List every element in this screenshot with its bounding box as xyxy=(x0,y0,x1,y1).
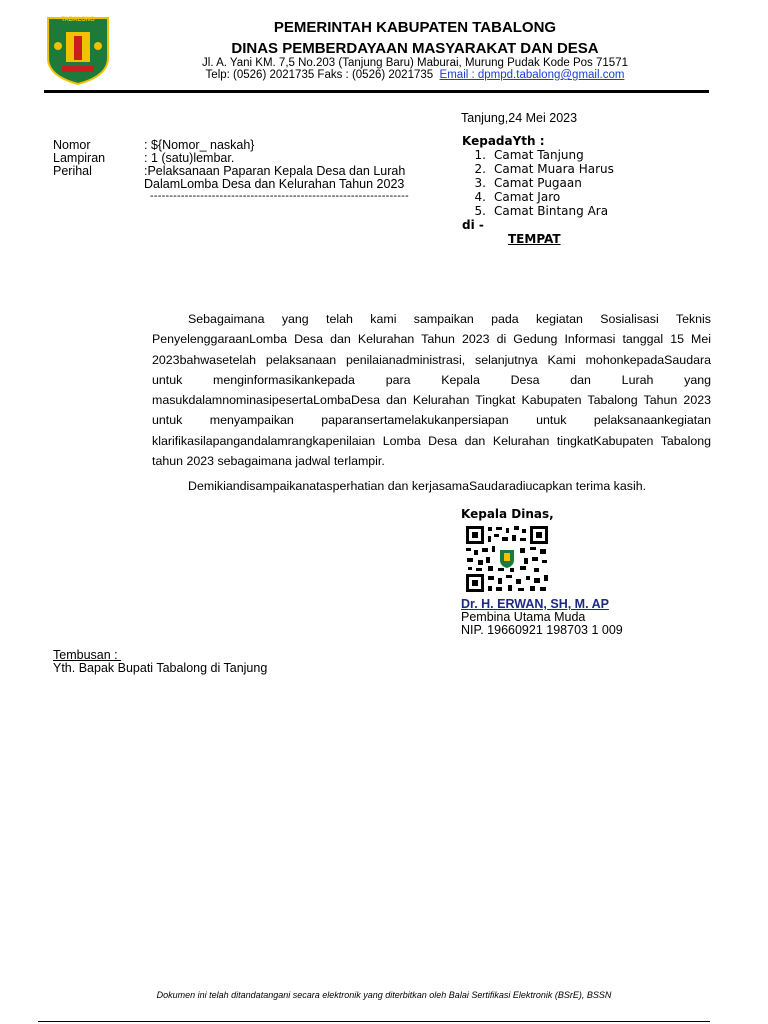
signatory-name: Dr. H. ERWAN, SH, M. AP xyxy=(461,597,609,611)
tabalong-logo xyxy=(44,14,112,86)
footer-note: Dokumen ini telah ditandatangani secara elektronik yang diterbitkan oleh Balai Sertifikasi Elektronik (BSrE), BSSN xyxy=(156,990,612,1000)
lampiran-label: Lampiran xyxy=(53,151,106,165)
lampiran-value: : 1 (satu)lembar. xyxy=(144,151,235,165)
recipient-item: 3. Camat Pugaan xyxy=(474,176,582,190)
perihal-dashes: ------------------------------------------------------------------- xyxy=(150,190,409,202)
recipient-item: 4. Camat Jaro xyxy=(474,190,561,204)
recipients-di: di - xyxy=(462,218,484,232)
header-contact xyxy=(150,69,680,82)
signatory-nip: NIP. 19660921 198703 1 009 xyxy=(461,623,623,637)
header-address: Jl. A. Yani KM. 7,5 No.203 (Tanjung Baru) Maburai, Murung Pudak Kode Pos 71571 xyxy=(202,57,628,69)
recipients-list xyxy=(462,148,614,218)
nomor-value: : ${Nomor_ naskah} xyxy=(144,138,255,152)
logo-label: TABALONG xyxy=(61,17,95,23)
tembusan-item: Yth. Bapak Bupati Tabalong di Tanjung xyxy=(53,661,268,675)
recipients-block xyxy=(462,134,614,246)
header-line1: PEMERINTAH KABUPATEN TABALONG xyxy=(273,19,557,36)
letter-date: Tanjung,24 Mei 2023 xyxy=(461,111,578,125)
nomor-label: Nomor xyxy=(53,138,91,152)
qr-code xyxy=(464,524,550,594)
recipient-item: 5. Camat Bintang Ara xyxy=(474,204,609,218)
perihal-value-1: :Pelaksanaan Paparan Kepala Desa dan Lurah xyxy=(144,164,406,178)
recipients-tempat: TEMPAT xyxy=(508,232,561,246)
header-phone: Telp: (0526) 2021735 Faks : (0526) 2021735 xyxy=(205,69,434,81)
body-paragraph-1: Sebagaimana yang telah kami sampaikan pada kegiatan Sosialisasi Teknis PenyelenggaraanLomba Desa dan Kelurahan Tahun 2023 di Gedung Informasi tanggal 15 Mei 2023bahwasetelah pelaksanaan penilaianadministrasi, selanjutnya Kami mohonkepadaSaudara untuk menginformasikankepada para Kepala Desa dan Lurah yang masukdalamnominasipesertaLombaDesa dan Kelurahan Tingkat Kabupaten Tabalong Tahun 2023 untuk menyampaikan paparansertamelakukanpersiapan untuk pelaksanaankegiatan klarifikasilapangandalamrangkapenilaian Lomba Desa dan Kelurahan tingkatKabupaten Tabalong tahun 2023 sebagaimana jadwal terlampir. xyxy=(152,312,711,469)
body-paragraph-2: Demikiandisampaikanatasperhatian dan kerjasamaSaudaradiucapkan terima kasih. xyxy=(188,479,647,493)
recipients-title: KepadaYth : xyxy=(462,134,545,148)
perihal-label: Perihal xyxy=(53,164,92,178)
signature-title: Kepala Dinas, xyxy=(461,507,554,521)
recipient-item: 1. Camat Tanjung xyxy=(474,148,584,162)
header-email[interactable]: Email : dpmpd.tabalong@gmail.com xyxy=(439,69,625,81)
recipient-item: 2. Camat Muara Harus xyxy=(474,162,614,176)
perihal-value-2: DalamLomba Desa dan Kelurahan Tahun 2023 xyxy=(144,177,405,191)
header-divider xyxy=(44,90,709,93)
header-line2: DINAS PEMBERDAYAAN MASYARAKAT DAN DESA xyxy=(231,40,599,57)
footer-divider xyxy=(38,1021,710,1022)
tembusan-label: Tembusan : xyxy=(53,648,122,662)
signatory-rank: Pembina Utama Muda xyxy=(461,610,586,624)
